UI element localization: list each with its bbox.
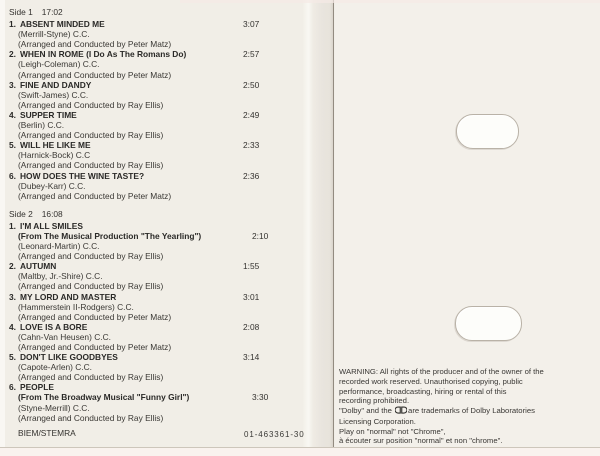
track-arranged: (Arranged and Conducted by Peter Matz) <box>18 39 172 50</box>
track-number: 3. <box>9 79 16 90</box>
side-section-1 <box>9 7 299 201</box>
track-title: I'M ALL SMILES <box>20 220 83 231</box>
track-time: 1:55 <box>243 261 260 272</box>
track-credits: (Berlin) C.C. <box>18 120 65 131</box>
warning-line: recording prohibited. <box>339 396 410 406</box>
side-duration: 17:02 <box>41 7 63 17</box>
track-title: WHEN IN ROME (I Do As The Romans Do) <box>20 49 187 60</box>
track-time: 3:01 <box>243 291 260 302</box>
track-arranged: (Arranged and Conducted by Peter Matz) <box>18 342 172 352</box>
track-arranged: (Arranged and Conducted by Peter Matz) <box>18 190 172 201</box>
track-arranged: (Arranged and Conducted by Ray Ellis) <box>18 251 164 262</box>
track-credits: (Swift-James) C.C. <box>18 89 89 100</box>
track-row <box>9 352 299 382</box>
warning-line: recorded work reserved. Unauthorised copying, public <box>339 376 523 386</box>
track-time: 3:30 <box>252 392 269 403</box>
track-title-line <box>9 352 299 362</box>
track-title: FINE AND DANDY <box>20 79 92 90</box>
track-credits: (Harnick-Bock) C.C <box>18 150 91 161</box>
warning-line: Licensing Corporation. <box>339 416 416 426</box>
track-arranged: (Arranged and Conducted by Peter Matz) <box>18 311 172 322</box>
track-number: 2. <box>9 261 16 272</box>
track-time: 2:50 <box>243 79 260 90</box>
rights-society-label: BIEM/STEMRA <box>18 427 76 438</box>
track-row <box>9 110 299 140</box>
punched-hole-top <box>456 114 519 149</box>
track-number: 6. <box>9 170 16 181</box>
track-title: LOVE IS A BORE <box>20 321 88 332</box>
warning-line: performance, broadcasting, hiring or rental of this <box>339 386 507 396</box>
track-arranged: (Arranged and Conducted by Ray Ellis) <box>18 99 164 110</box>
track-number: 4. <box>9 321 16 332</box>
track-credits: (Capote-Arlen) C.C. <box>18 362 93 373</box>
track-number: 5. <box>9 140 16 151</box>
track-row <box>9 382 299 422</box>
warning-line <box>339 406 593 417</box>
track-title-line <box>9 221 299 231</box>
tracklist <box>9 7 299 438</box>
side-duration: 16:08 <box>41 208 63 219</box>
track-title-line <box>9 382 299 392</box>
track-row <box>9 292 299 322</box>
track-title: WILL HE LIKE ME <box>20 140 91 151</box>
side-header <box>9 209 299 219</box>
track-subtitle-line <box>18 231 299 241</box>
track-row <box>9 171 299 201</box>
track-arranged: (Arranged and Conducted by Ray Ellis) <box>18 281 164 292</box>
track-number: 6. <box>9 382 16 393</box>
track-time: 3:07 <box>243 19 260 30</box>
track-title: MY LORD AND MASTER <box>20 291 117 302</box>
warning-line: à écouter sur position "normal" et non "chrome". <box>339 436 503 446</box>
track-title-line <box>9 261 299 271</box>
track-subtitle-line <box>18 392 299 402</box>
track-title: PEOPLE <box>20 382 54 393</box>
track-time: 2:36 <box>243 170 260 181</box>
track-credits: (Maltby, Jr.-Shire) C.C. <box>18 271 103 282</box>
track-row <box>9 221 299 261</box>
track-title-line <box>9 171 299 181</box>
track-time: 2:10 <box>252 230 269 241</box>
track-time: 2:57 <box>243 49 260 60</box>
track-title: HOW DOES THE WINE TASTE? <box>20 170 145 181</box>
track-credits: (Leigh-Coleman) C.C. <box>18 59 100 70</box>
catalog-number: 01-463361-30 <box>244 430 305 439</box>
track-row <box>9 140 299 170</box>
track-credits: (Dubey-Karr) C.C. <box>18 180 86 191</box>
warning-block <box>339 367 593 446</box>
track-time: 2:49 <box>243 109 260 120</box>
track-row <box>9 80 299 110</box>
track-credits: (Merrill-Styne) C.C. <box>18 29 90 40</box>
track-subtitle: (From The Musical Production "The Yearling") <box>18 230 202 241</box>
warning-dolby-pre: "Dolby" and the <box>339 406 395 415</box>
track-arranged: (Arranged and Conducted by Peter Matz) <box>18 69 172 80</box>
track-title-line <box>9 292 299 302</box>
track-title-line <box>9 322 299 332</box>
track-time: 2:33 <box>243 140 260 151</box>
track-credits: (Cahn-Van Heusen) C.C. <box>18 331 111 342</box>
track-number: 4. <box>9 109 16 120</box>
track-number: 1. <box>9 19 16 30</box>
track-number: 2. <box>9 49 16 60</box>
track-row <box>9 19 299 49</box>
warning-dolby-post: are trademarks of Dolby Laboratories <box>408 406 535 415</box>
track-time: 2:08 <box>243 321 260 332</box>
scan-top-edge <box>180 0 600 3</box>
track-title-line <box>9 49 299 59</box>
track-title: SUPPER TIME <box>20 109 77 120</box>
track-credits: (Styne-Merrill) C.C. <box>18 402 90 413</box>
side-label: Side 2 <box>9 208 33 219</box>
track-row <box>9 322 299 352</box>
track-row <box>9 49 299 79</box>
track-arranged: (Arranged and Conducted by Ray Ellis) <box>18 412 164 423</box>
track-title-line <box>9 19 299 29</box>
punched-hole-bottom <box>455 306 522 341</box>
track-time: 3:14 <box>243 352 260 363</box>
dolby-double-d-icon <box>395 406 407 417</box>
track-arranged: (Arranged and Conducted by Ray Ellis) <box>18 130 164 141</box>
track-arranged: (Arranged and Conducted by Ray Ellis) <box>18 160 164 171</box>
track-credits: (Hammerstein II-Rodgers) C.C. <box>18 301 134 312</box>
track-title: ABSENT MINDED ME <box>20 19 105 30</box>
side-label: Side 1 <box>9 7 33 17</box>
card-fold-spine <box>303 0 334 447</box>
track-title: DON'T LIKE GOODBYES <box>20 352 118 363</box>
warning-line: Play on "normal" not "Chrome", <box>339 426 446 436</box>
track-subtitle: (From The Broadway Musical "Funny Girl") <box>18 392 190 403</box>
track-title: AUTUMN <box>20 261 57 272</box>
track-title-line <box>9 110 299 120</box>
track-title-line <box>9 140 299 150</box>
track-arranged: (Arranged and Conducted by Ray Ellis) <box>18 372 164 383</box>
side-section-2 <box>9 209 299 423</box>
track-row <box>9 261 299 291</box>
track-title-line <box>9 80 299 90</box>
side-header <box>9 7 299 17</box>
warning-line: WARNING: All rights of the producer and of the owner of the <box>339 367 544 376</box>
track-number: 1. <box>9 220 16 231</box>
track-number: 5. <box>9 352 16 363</box>
card-left-edge <box>0 0 5 447</box>
track-number: 3. <box>9 291 16 302</box>
track-credits: (Leonard-Martin) C.C. <box>18 241 100 252</box>
